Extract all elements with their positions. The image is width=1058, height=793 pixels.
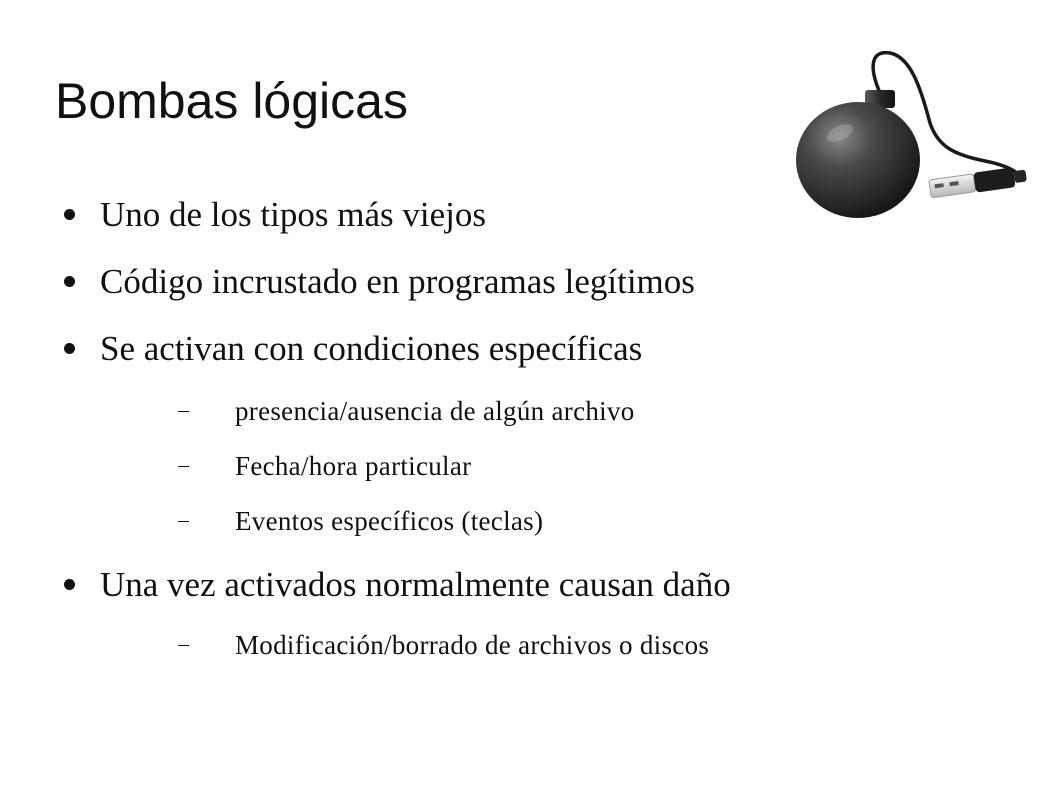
slide-title: Bombas lógicas <box>55 73 408 129</box>
dash-bullet-icon <box>178 645 189 646</box>
sub-bullet-text: Modificación/borrado de archivos o discos <box>235 630 710 660</box>
bullet-dot-icon <box>64 579 75 590</box>
dash-bullet-icon <box>178 411 189 412</box>
sub-bullet-text: presencia/ausencia de algún archivo <box>235 396 635 426</box>
bullet-text: Código incrustado en programas legítimos <box>100 262 695 301</box>
bullet-dot-icon <box>64 343 75 354</box>
bullet-dot-icon <box>64 209 75 220</box>
bullet-dot-icon <box>64 276 75 287</box>
bullet-text: Se activan con condiciones específicas <box>100 329 643 368</box>
bullet-text: Uno de los tipos más viejos <box>100 195 486 234</box>
sub-bullet-text: Eventos específicos (teclas) <box>235 506 544 536</box>
bullet-text: Una vez activados normalmente causan daño <box>100 565 731 604</box>
dash-bullet-icon <box>178 466 189 467</box>
dash-bullet-icon <box>178 521 189 522</box>
bomb-usb-image <box>780 45 1050 220</box>
sub-bullet-text: Fecha/hora particular <box>235 451 472 481</box>
